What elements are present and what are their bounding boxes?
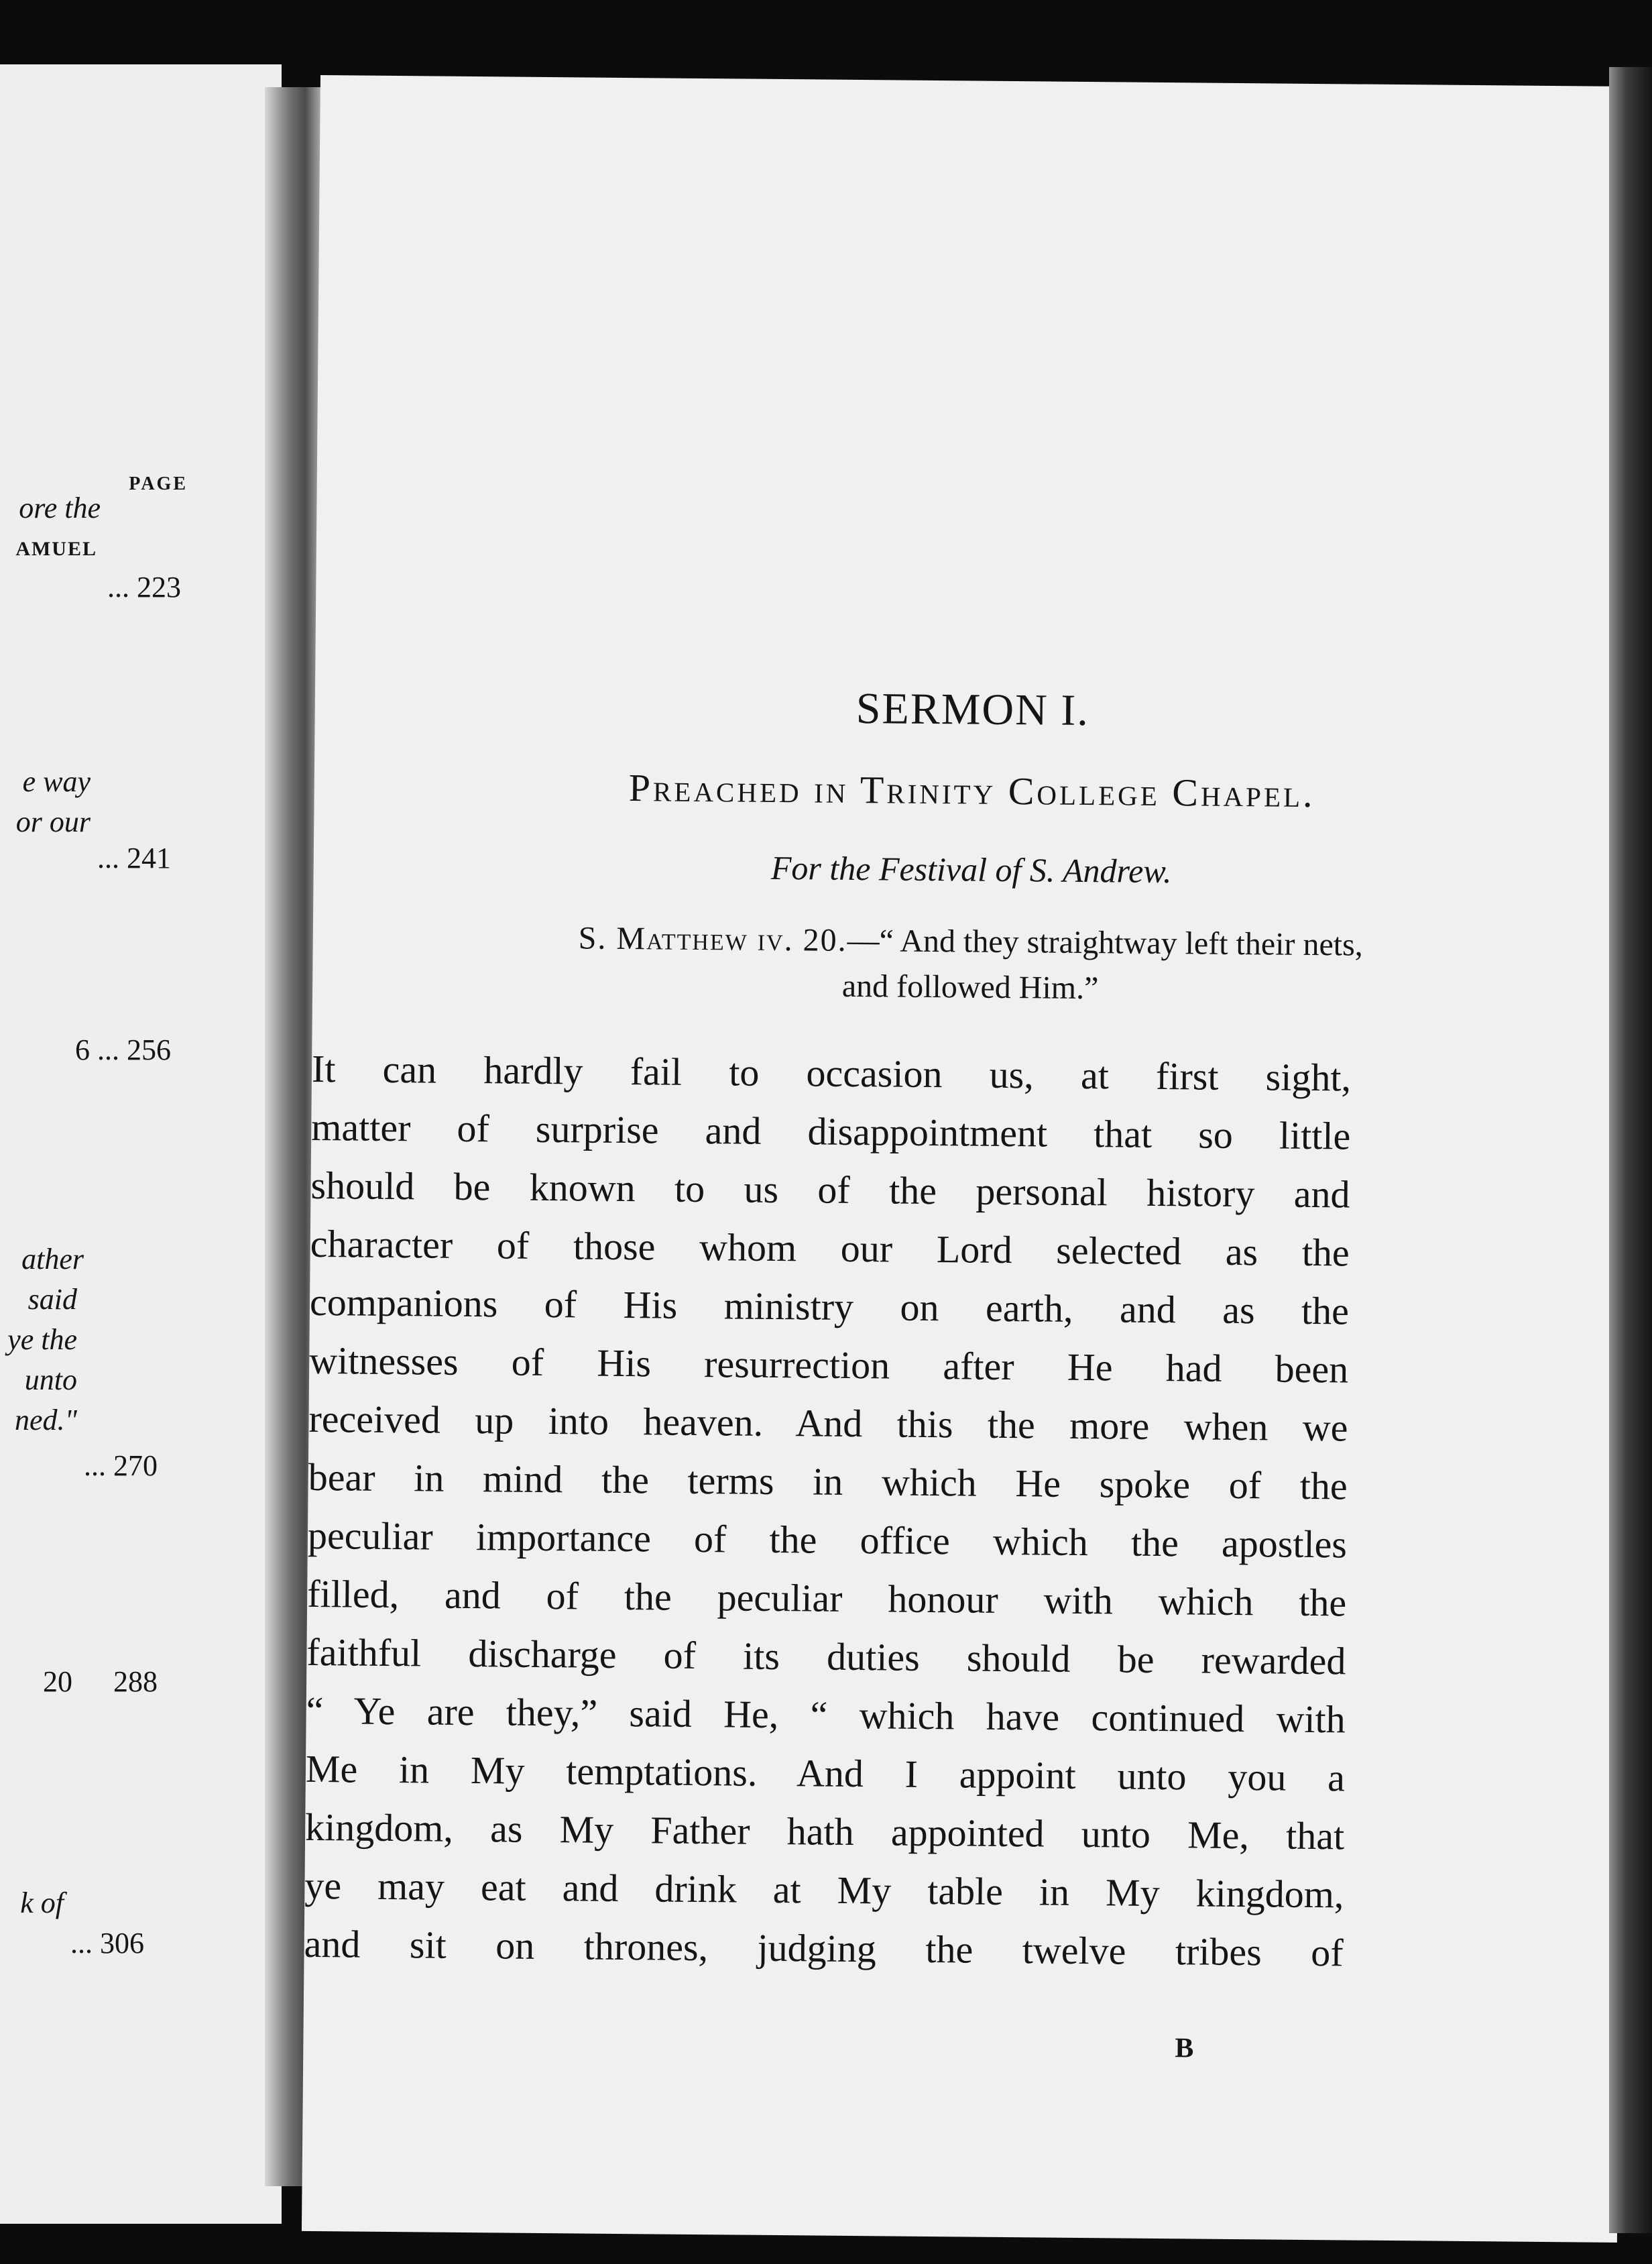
- page-edge-shadow: [1609, 67, 1652, 2233]
- toc-fragment: AMUEL: [15, 538, 97, 560]
- toc-fragment: ... 241: [97, 842, 171, 874]
- body-line: “ Ye are they,” said He, “ which have continued with: [306, 1688, 1346, 1742]
- body-line: faithful discharge of its duties should be rewarded: [306, 1630, 1346, 1683]
- toc-fragment: ... 306: [70, 1927, 144, 1960]
- body-line: matter of surprise and disappointment that so little: [311, 1105, 1351, 1158]
- signature-mark: B: [1175, 2033, 1194, 2064]
- table-of-contents-fragment: [0, 64, 188, 2224]
- toc-fragment: e way: [22, 765, 91, 798]
- epigraph-text: —“ And they straightway left their nets,: [847, 922, 1364, 963]
- body-line: Me in My temptations. And I appoint unto you a: [305, 1746, 1346, 1800]
- toc-fragment: or our: [15, 805, 91, 838]
- toc-fragment: k of: [20, 1886, 64, 1919]
- toc-fragment: ... 223: [107, 571, 181, 604]
- toc-fragment: ather: [21, 1243, 84, 1276]
- body-line: companions of His ministry on earth, and as the: [309, 1280, 1350, 1333]
- toc-fragment: said: [27, 1283, 77, 1316]
- left-page: [0, 64, 282, 2224]
- toc-fragment: 6 ... 256: [75, 1033, 171, 1066]
- sermon-occasion: For the Festival of S. Andrew.: [770, 848, 1172, 891]
- sermon-title: SERMON I.: [856, 684, 1090, 736]
- toc-page-header: PAGE: [129, 473, 188, 494]
- body-line: character of those whom our Lord selected as the: [310, 1221, 1350, 1275]
- toc-fragment: unto: [24, 1363, 77, 1396]
- body-line: It can hardly fail to occasion us, at first sight,: [311, 1046, 1352, 1100]
- body-line: peculiar importance of the office which the apostles: [307, 1513, 1348, 1567]
- body-line: should be known to us of the personal history and: [310, 1163, 1350, 1216]
- sermon-subtitle: Preached in Trinity College Chapel.: [628, 766, 1315, 815]
- body-line: witnesses of His resurrection after He had been: [308, 1338, 1349, 1392]
- body-line: bear in mind the terms in which He spoke of the: [308, 1455, 1348, 1508]
- body-line: filled, and of the peculiar honour with which the: [306, 1571, 1347, 1625]
- epigraph-reference: S. Matthew iv. 20.: [578, 920, 847, 958]
- epigraph-text: and followed Him.”: [841, 968, 1099, 1007]
- toc-fragment: 20 288: [43, 1665, 158, 1698]
- body-line: kingdom, as My Father hath appointed unto Me, that: [304, 1805, 1345, 1858]
- toc-fragment: ye the: [7, 1323, 77, 1356]
- body-line: ye may eat and drink at My table in My kingdom,: [304, 1863, 1344, 1917]
- sermon-body: [304, 1039, 1351, 1982]
- body-line: and sit on thrones, judging the twelve tribes of: [304, 1921, 1344, 1975]
- toc-fragment: ned.": [14, 1404, 77, 1436]
- toc-fragment: ore the: [19, 492, 101, 524]
- right-page: [302, 75, 1636, 2243]
- epigraph: [353, 913, 1588, 1015]
- toc-fragment: ... 270: [84, 1449, 158, 1482]
- body-line: received up into heaven. And this the more when we: [308, 1396, 1348, 1450]
